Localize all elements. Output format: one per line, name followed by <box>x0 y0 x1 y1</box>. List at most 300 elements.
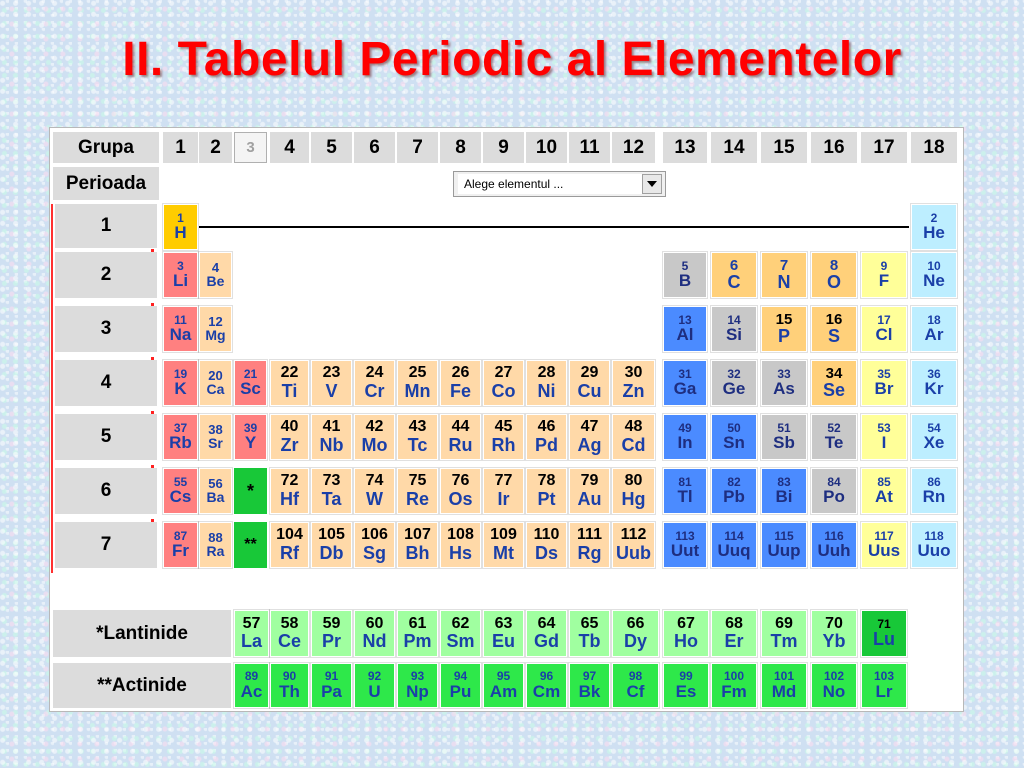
element-symbol: Sm <box>446 631 475 652</box>
element-symbol: Cu <box>577 380 602 401</box>
element-symbol: Kr <box>924 379 944 399</box>
element-cell-sc[interactable] <box>234 360 267 406</box>
element-symbol: Rb <box>169 433 192 453</box>
element-symbol: Ac <box>240 681 263 701</box>
element-cell-ti[interactable] <box>270 360 309 406</box>
element-symbol: Rf <box>280 542 299 563</box>
element-cell-mt[interactable] <box>483 522 524 568</box>
element-cell-ra[interactable] <box>199 522 232 568</box>
element-cell-ta[interactable] <box>311 468 352 514</box>
element-cell-br[interactable] <box>861 360 907 406</box>
element-cell-rn[interactable] <box>911 468 957 514</box>
element-cell-li[interactable] <box>163 252 198 298</box>
element-symbol: Sn <box>723 433 745 453</box>
atomic-number: 46 <box>537 418 556 436</box>
element-cell-th[interactable] <box>270 663 309 708</box>
element-cell-sm[interactable] <box>440 610 481 657</box>
atomic-number: 13 <box>678 312 692 327</box>
element-cell-sg[interactable] <box>354 522 395 568</box>
element-cell-nd[interactable] <box>354 610 395 657</box>
element-cell-mg[interactable] <box>199 306 232 352</box>
atomic-number: 58 <box>280 614 299 632</box>
element-cell-at[interactable] <box>861 468 907 514</box>
element-symbol: Ra <box>206 543 225 560</box>
atomic-number: 9 <box>880 258 888 273</box>
element-symbol: Au <box>577 488 602 509</box>
element-cell-fm[interactable] <box>711 663 757 708</box>
atomic-number: 111 <box>577 526 602 544</box>
actinide-placeholder[interactable]: ** <box>234 522 267 568</box>
atomic-number: 117 <box>874 528 894 543</box>
element-cell-in[interactable] <box>663 414 707 460</box>
element-cell-ds[interactable] <box>526 522 567 568</box>
element-cell-sb[interactable] <box>761 414 807 460</box>
atomic-number: 31 <box>678 366 692 381</box>
element-symbol: Ga <box>673 379 697 399</box>
element-symbol: Er <box>724 631 744 652</box>
atomic-number: 63 <box>494 614 513 632</box>
element-cell-tl[interactable] <box>663 468 707 514</box>
atomic-number: 88 <box>208 529 223 545</box>
element-cell-eu[interactable] <box>483 610 524 657</box>
atomic-number: 112 <box>620 526 647 544</box>
atomic-number: 86 <box>927 474 941 489</box>
atomic-number: 7 <box>779 256 789 274</box>
element-cell-i[interactable] <box>861 414 907 460</box>
element-cell-pa[interactable] <box>311 663 352 708</box>
element-symbol: Zr <box>280 434 299 455</box>
element-symbol: Pr <box>321 631 341 652</box>
atomic-number: 36 <box>927 366 941 381</box>
atomic-number: 114 <box>724 528 744 543</box>
element-cell-cd[interactable] <box>612 414 655 460</box>
period-number-4: 4 <box>55 360 157 406</box>
atomic-number: 1 <box>177 210 184 225</box>
period-1-connector-line <box>199 226 909 228</box>
atomic-number: 101 <box>773 669 795 684</box>
element-symbol: Sb <box>773 433 795 453</box>
atomic-number: 87 <box>173 528 188 543</box>
element-cell-np[interactable] <box>397 663 438 708</box>
element-cell-bk[interactable] <box>569 663 610 708</box>
element-cell-yb[interactable] <box>811 610 857 657</box>
atomic-number: 49 <box>678 420 692 435</box>
group-number-6: 6 <box>354 132 395 163</box>
element-cell-ar[interactable] <box>911 306 957 352</box>
element-cell-rb[interactable] <box>163 414 198 460</box>
element-symbol: Ba <box>206 489 225 506</box>
element-cell-uuq[interactable] <box>711 522 757 568</box>
element-cell-ba[interactable] <box>199 468 232 514</box>
element-symbol: O <box>826 272 841 293</box>
atomic-number: 30 <box>624 364 643 382</box>
element-symbol: Sr <box>208 435 223 452</box>
element-symbol: He <box>923 223 945 243</box>
element-cell-v[interactable] <box>311 360 352 406</box>
atomic-number: 38 <box>208 421 223 437</box>
element-cell-ga[interactable] <box>663 360 707 406</box>
element-cell-u[interactable] <box>354 663 395 708</box>
element-symbol: Cr <box>364 380 385 401</box>
element-symbol: W <box>366 488 383 509</box>
element-cell-hs[interactable] <box>440 522 481 568</box>
group-number-4: 4 <box>270 132 309 163</box>
element-cell-s[interactable] <box>811 306 857 352</box>
element-symbol: Ta <box>321 488 342 509</box>
element-symbol: Bh <box>405 542 430 563</box>
atomic-number: 92 <box>367 669 382 684</box>
atomic-number: 24 <box>365 364 384 382</box>
element-symbol: Ar <box>924 325 944 345</box>
element-cell-rh[interactable] <box>483 414 524 460</box>
element-symbol: B <box>678 271 692 291</box>
element-cell-mo[interactable] <box>354 414 395 460</box>
element-cell-c[interactable] <box>711 252 757 298</box>
element-symbol: Rh <box>491 434 516 455</box>
element-symbol: Fm <box>721 681 747 701</box>
element-cell-ru[interactable] <box>440 414 481 460</box>
element-cell-po[interactable] <box>811 468 857 514</box>
atomic-number: 100 <box>723 669 745 684</box>
element-cell-ho[interactable] <box>663 610 709 657</box>
element-cell-tm[interactable] <box>761 610 807 657</box>
element-symbol: Ds <box>534 542 558 563</box>
element-symbol: Tb <box>578 631 601 652</box>
element-symbol: I <box>881 433 887 453</box>
element-symbol: At <box>875 487 893 507</box>
element-cell-p[interactable] <box>761 306 807 352</box>
atomic-number: 15 <box>775 310 793 328</box>
element-symbol: Be <box>206 273 225 290</box>
group-number-17: 17 <box>861 132 907 163</box>
atomic-number: 26 <box>451 364 470 382</box>
element-cell-uut[interactable] <box>663 522 707 568</box>
element-cell-es[interactable] <box>663 663 709 708</box>
element-cell-be[interactable] <box>199 252 232 298</box>
element-cell-as[interactable] <box>761 360 807 406</box>
element-cell-f[interactable] <box>861 252 907 298</box>
atomic-number: 69 <box>775 614 793 632</box>
element-cell-ne[interactable] <box>911 252 957 298</box>
element-symbol: Uuh <box>817 541 851 561</box>
period-number-3: 3 <box>55 306 157 352</box>
element-symbol: Sg <box>362 542 386 563</box>
atomic-number: 84 <box>827 474 841 489</box>
element-cell-fr[interactable] <box>163 522 198 568</box>
atomic-number: 59 <box>322 614 341 632</box>
element-symbol: Ne <box>923 271 945 291</box>
element-symbol: Al <box>676 325 694 345</box>
element-cell-cl[interactable] <box>861 306 907 352</box>
element-symbol: Mg <box>205 327 226 344</box>
element-select-value[interactable]: Alege elementul ... <box>458 174 642 194</box>
period-number-7: 7 <box>55 522 157 568</box>
element-cell-pd[interactable] <box>526 414 567 460</box>
atomic-number: 99 <box>679 669 693 684</box>
group-number-15: 15 <box>761 132 807 163</box>
element-symbol: Cs <box>169 487 192 507</box>
group-number-1: 1 <box>163 132 198 163</box>
atomic-number: 29 <box>580 364 599 382</box>
element-symbol: N <box>777 272 791 293</box>
element-symbol: Hf <box>280 488 299 509</box>
group-number-13: 13 <box>663 132 707 163</box>
element-symbol: Li <box>172 271 189 291</box>
element-cell-ir[interactable] <box>483 468 524 514</box>
atomic-number: 21 <box>243 366 258 381</box>
atomic-number: 97 <box>582 669 597 684</box>
element-cell-kr[interactable] <box>911 360 957 406</box>
element-cell-y[interactable] <box>234 414 267 460</box>
element-symbol: Sc <box>240 379 261 399</box>
group-number-16: 16 <box>811 132 857 163</box>
element-cell-os[interactable] <box>440 468 481 514</box>
element-symbol: Ce <box>277 631 301 652</box>
element-symbol: Re <box>405 488 429 509</box>
element-cell-db[interactable] <box>311 522 352 568</box>
element-cell-ca[interactable] <box>199 360 232 406</box>
atomic-number: 11 <box>174 312 187 327</box>
period-marker-dot <box>151 249 154 252</box>
atomic-number: 62 <box>451 614 470 632</box>
atomic-number: 2 <box>930 210 938 225</box>
element-symbol: Pb <box>723 487 745 507</box>
element-cell-nb[interactable] <box>311 414 352 460</box>
group-number-7: 7 <box>397 132 438 163</box>
atomic-number: 42 <box>365 418 384 436</box>
element-symbol: Mn <box>404 380 431 401</box>
element-cell-re[interactable] <box>397 468 438 514</box>
lanthanides-label: *Lantinide <box>53 610 231 657</box>
element-cell-n[interactable] <box>761 252 807 298</box>
element-symbol: Nb <box>319 434 344 455</box>
element-symbol: Mo <box>361 434 388 455</box>
group-number-9: 9 <box>483 132 524 163</box>
element-cell-md[interactable] <box>761 663 807 708</box>
element-cell-cf[interactable] <box>612 663 659 708</box>
atomic-number: 80 <box>624 472 643 490</box>
atomic-number: 106 <box>361 526 388 544</box>
atomic-number: 41 <box>322 418 341 436</box>
period-number-5: 5 <box>55 414 157 460</box>
element-cell-xe[interactable] <box>911 414 957 460</box>
element-cell-fe[interactable] <box>440 360 481 406</box>
element-symbol: Yb <box>822 631 846 652</box>
element-cell-er[interactable] <box>711 610 757 657</box>
atomic-number: 91 <box>324 669 339 684</box>
element-cell-sn[interactable] <box>711 414 757 460</box>
element-symbol: H <box>174 223 187 243</box>
element-cell-dy[interactable] <box>612 610 659 657</box>
element-cell-co[interactable] <box>483 360 524 406</box>
element-symbol: Na <box>169 325 192 345</box>
element-cell-pb[interactable] <box>711 468 757 514</box>
atomic-number: 35 <box>877 366 891 381</box>
element-symbol: P <box>777 326 790 347</box>
element-symbol: Tl <box>677 487 693 507</box>
element-cell-au[interactable] <box>569 468 610 514</box>
element-cell-uuo[interactable] <box>911 522 957 568</box>
period-marker-dot <box>151 411 154 414</box>
group-number-5: 5 <box>311 132 352 163</box>
element-cell-bh[interactable] <box>397 522 438 568</box>
element-symbol: Cd <box>621 434 646 455</box>
atomic-number: 37 <box>173 420 188 435</box>
element-cell-cr[interactable] <box>354 360 395 406</box>
element-symbol: Np <box>406 681 429 701</box>
element-symbol: Y <box>244 433 257 453</box>
element-cell-uus[interactable] <box>861 522 907 568</box>
element-cell-hg[interactable] <box>612 468 655 514</box>
element-symbol: Nd <box>362 631 387 652</box>
element-cell-tb[interactable] <box>569 610 610 657</box>
atomic-number: 22 <box>280 364 299 382</box>
element-select-dropdown[interactable] <box>453 171 666 197</box>
element-symbol: Lr <box>875 681 893 701</box>
atomic-number: 40 <box>280 418 299 436</box>
atomic-number: 10 <box>927 258 941 273</box>
element-cell-ce[interactable] <box>270 610 309 657</box>
element-symbol: Cf <box>626 681 645 701</box>
atomic-number: 67 <box>677 614 695 632</box>
atomic-number: 95 <box>496 669 511 684</box>
element-cell-si[interactable] <box>711 306 757 352</box>
atomic-number: 43 <box>408 418 427 436</box>
element-symbol: S <box>827 326 840 347</box>
atomic-number: 14 <box>727 312 741 327</box>
element-cell-te[interactable] <box>811 414 857 460</box>
element-symbol: Te <box>824 433 844 453</box>
element-cell-h[interactable] <box>163 204 198 250</box>
element-symbol: Ni <box>537 380 556 401</box>
atomic-number: 25 <box>408 364 427 382</box>
element-cell-ge[interactable] <box>711 360 757 406</box>
element-cell-uup[interactable] <box>761 522 807 568</box>
period-header-label: Perioada <box>53 167 159 200</box>
element-cell-ac[interactable] <box>234 663 269 708</box>
element-cell-cm[interactable] <box>526 663 567 708</box>
element-cell-k[interactable] <box>163 360 198 406</box>
element-cell-cs[interactable] <box>163 468 198 514</box>
atomic-number: 81 <box>678 474 692 489</box>
element-cell-gd[interactable] <box>526 610 567 657</box>
page-title: II. Tabelul Periodic al Elementelor <box>122 33 902 86</box>
element-symbol: C <box>727 272 741 293</box>
element-cell-o[interactable] <box>811 252 857 298</box>
atomic-number: 55 <box>173 474 188 489</box>
element-symbol: Gd <box>534 631 559 652</box>
element-cell-na[interactable] <box>163 306 198 352</box>
element-symbol: Tm <box>770 631 798 652</box>
atomic-number: 109 <box>490 526 517 544</box>
atomic-number: 115 <box>774 528 794 543</box>
element-cell-w[interactable] <box>354 468 395 514</box>
element-cell-se[interactable] <box>811 360 857 406</box>
element-cell-rf[interactable] <box>270 522 309 568</box>
atomic-number: 79 <box>580 472 599 490</box>
atomic-number: 16 <box>825 310 843 328</box>
group-number-10: 10 <box>526 132 567 163</box>
element-cell-am[interactable] <box>483 663 524 708</box>
element-cell-lu[interactable] <box>861 610 907 657</box>
element-symbol: Uub <box>616 542 651 563</box>
element-symbol: Pt <box>537 488 556 509</box>
element-symbol: F <box>878 271 890 291</box>
element-cell-mn[interactable] <box>397 360 438 406</box>
atomic-number: 53 <box>877 420 891 435</box>
atomic-number: 89 <box>244 669 259 684</box>
element-cell-tc[interactable] <box>397 414 438 460</box>
element-symbol: Hg <box>621 488 646 509</box>
element-symbol: Bi <box>775 487 793 507</box>
atomic-number: 64 <box>537 614 556 632</box>
atomic-number: 48 <box>624 418 643 436</box>
atomic-number: 32 <box>727 366 741 381</box>
atomic-number: 104 <box>276 526 303 544</box>
element-symbol: Cm <box>532 681 561 701</box>
element-symbol: La <box>240 631 262 652</box>
element-cell-cu[interactable] <box>569 360 610 406</box>
element-cell-hf[interactable] <box>270 468 309 514</box>
atomic-number: 47 <box>580 418 599 436</box>
element-cell-pt[interactable] <box>526 468 567 514</box>
element-cell-b[interactable] <box>663 252 707 298</box>
element-cell-pr[interactable] <box>311 610 352 657</box>
atomic-number: 17 <box>877 312 891 327</box>
atomic-number: 103 <box>873 669 895 684</box>
chevron-down-icon[interactable] <box>642 174 662 194</box>
atomic-number: 83 <box>777 474 791 489</box>
element-cell-bi[interactable] <box>761 468 807 514</box>
element-cell-no[interactable] <box>811 663 857 708</box>
element-symbol: Rn <box>922 487 946 507</box>
atomic-number: 4 <box>211 259 220 275</box>
element-symbol: Eu <box>491 631 515 652</box>
element-cell-zr[interactable] <box>270 414 309 460</box>
element-cell-la[interactable] <box>234 610 269 657</box>
element-cell-ni[interactable] <box>526 360 567 406</box>
element-symbol: Ca <box>206 381 225 398</box>
element-cell-al[interactable] <box>663 306 707 352</box>
atomic-number: 72 <box>280 472 299 490</box>
element-cell-sr[interactable] <box>199 414 232 460</box>
element-cell-zn[interactable] <box>612 360 655 406</box>
element-symbol: Uuo <box>917 541 951 561</box>
element-symbol: In <box>677 433 693 453</box>
period-marker-dot <box>151 303 154 306</box>
element-cell-pu[interactable] <box>440 663 481 708</box>
element-symbol: Tc <box>407 434 428 455</box>
lanthanide-placeholder[interactable]: * <box>234 468 267 514</box>
element-cell-ag[interactable] <box>569 414 610 460</box>
element-cell-he[interactable] <box>911 204 957 250</box>
atomic-number: 116 <box>824 528 844 543</box>
element-symbol: As <box>773 379 795 399</box>
element-symbol: Dy <box>623 631 647 652</box>
atomic-number: 12 <box>208 313 223 329</box>
element-cell-pm[interactable] <box>397 610 438 657</box>
group-number-2: 2 <box>199 132 232 163</box>
atomic-number: 75 <box>408 472 427 490</box>
atomic-number: 66 <box>626 614 645 632</box>
element-symbol: Fe <box>449 380 471 401</box>
element-symbol: Br <box>874 379 894 399</box>
element-symbol: Co <box>491 380 516 401</box>
element-cell-rg[interactable] <box>569 522 610 568</box>
element-cell-lr[interactable] <box>861 663 907 708</box>
element-cell-uuh[interactable] <box>811 522 857 568</box>
element-cell-uub[interactable] <box>612 522 655 568</box>
